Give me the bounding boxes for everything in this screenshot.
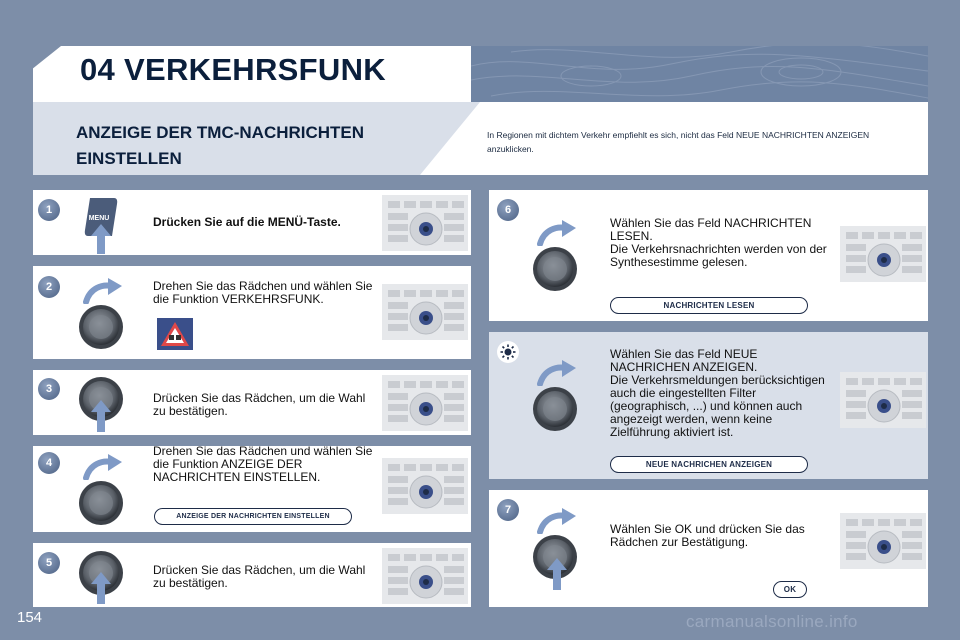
rotary-knob-icon (532, 386, 578, 432)
step-number-7: 7 (497, 499, 519, 521)
rotary-knob-icon (78, 480, 124, 526)
step-7-text: Wählen Sie OK und drücken Sie das Rädchen zur Bestätigung. (610, 522, 805, 549)
rotate-arrow-icon (82, 278, 122, 304)
topo-map-decoration (471, 46, 928, 102)
radio-device-icon (838, 214, 928, 270)
radio-device-icon (838, 505, 928, 561)
step-number-4: 4 (38, 452, 60, 474)
rotary-knob-icon (78, 304, 124, 350)
step-number-6: 6 (497, 199, 519, 221)
tip-sun-icon (497, 341, 519, 363)
step-number-2: 2 (38, 276, 60, 298)
watermark: carmanualsonline.info (686, 612, 858, 631)
menu-key-label: MENU (88, 215, 110, 222)
option-anzeige-der-nachrichten: ANZEIGE DER NACHRICHTEN EINSTELLEN (154, 508, 352, 525)
rotary-knob-icon (532, 246, 578, 292)
rotate-arrow-icon (536, 220, 576, 246)
page-number: 154 (17, 609, 43, 626)
radio-device-icon (380, 548, 470, 604)
radio-device-icon (380, 272, 470, 328)
option-neue-nachrichen-anzeigen: NEUE NACHRICHEN ANZEIGEN (610, 456, 808, 473)
chapter-title: 04 VERKEHRSFUNK (80, 52, 386, 87)
section-title: ANZEIGE DER TMC-NACHRICHTEN EINSTELLEN (76, 123, 365, 168)
step-4-text: Drehen Sie das Rädchen und wählen Sie die Funktion ANZEIGE DER NACHRICHTEN EINSTELLEN. (153, 444, 373, 484)
step-2-text: Drehen Sie das Rädchen und wählen Sie die Funktion VERKEHRSFUNK. (153, 279, 373, 306)
radio-device-icon (380, 195, 470, 251)
traffic-sign-icon (157, 318, 193, 350)
press-arrow-icon (90, 398, 112, 434)
step-number-1: 1 (38, 199, 60, 221)
press-arrow-icon (90, 570, 112, 606)
option-nachrichten-lesen: NACHRICHTEN LESEN (610, 297, 808, 314)
press-arrow-icon (90, 222, 112, 256)
intro-note: In Regionen mit dichtem Verkehr empfiehlt es sich, nicht das Feld NEUE NACHRICHTEN ANZEIGEN anzuklicken. (487, 130, 870, 154)
step-1-text: Drücken Sie auf die MENÜ-Taste. (153, 215, 341, 229)
rotate-arrow-icon (82, 454, 122, 480)
step-number-3: 3 (38, 378, 60, 400)
rotate-arrow-icon (536, 508, 576, 534)
tip-text: Wählen Sie das Feld NEUE NACHRICHEN ANZEIGEN. Die Verkehrsmeldungen berücksichtigen auch die eingestellten Filter (geographisch, ...) und können auch angezeigt werden, wenn keine Zielführung aktiviert ist. (610, 347, 825, 439)
radio-device-icon (380, 375, 470, 431)
radio-device-icon (380, 458, 470, 514)
step-5-text: Drücken Sie das Rädchen, um die Wahl zu bestätigen. (153, 563, 366, 590)
press-arrow-icon (546, 556, 568, 592)
step-3-text: Drücken Sie das Rädchen, um die Wahl zu bestätigen. (153, 391, 366, 418)
step-number-5: 5 (38, 552, 60, 574)
radio-device-icon (838, 360, 928, 416)
step-6-text: Wählen Sie das Feld NACHRICHTEN LESEN. Die Verkehrsnachrichten werden von der Synthesestimme gelesen. (610, 216, 827, 269)
option-ok: OK (773, 581, 807, 598)
rotate-arrow-icon (536, 360, 576, 386)
